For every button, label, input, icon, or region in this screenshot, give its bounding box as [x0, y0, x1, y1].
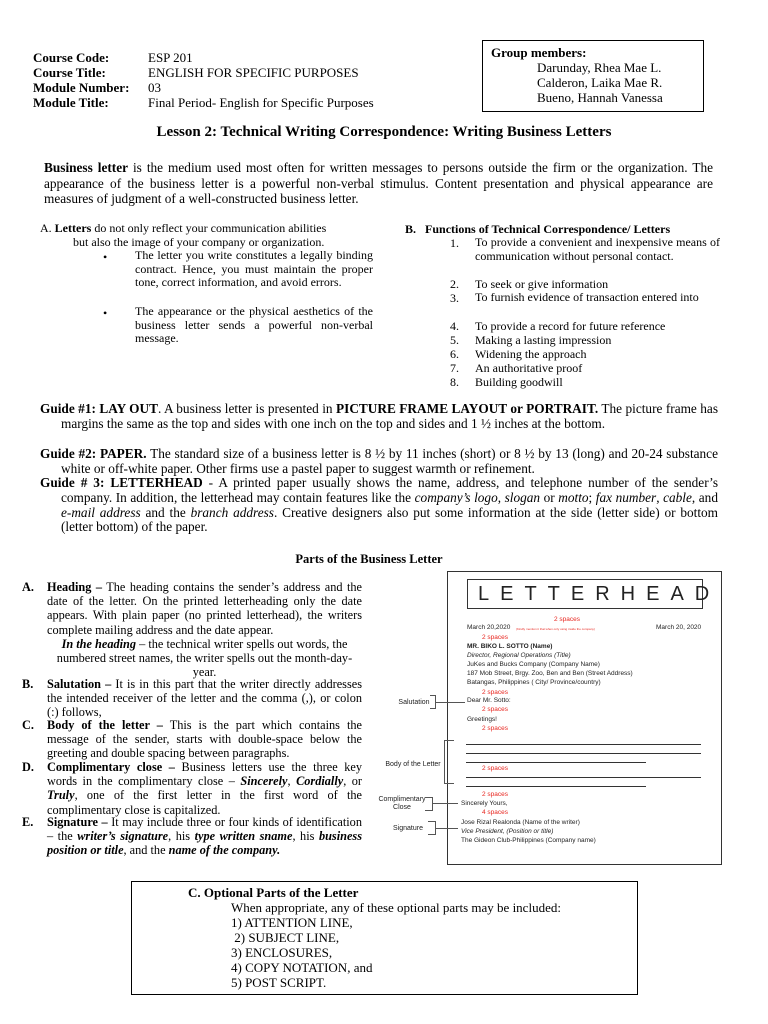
list-item: Making a lasting impression: [475, 333, 612, 347]
list-number: 5.: [450, 333, 459, 347]
list-item: To furnish evidence of transaction entered into: [475, 290, 699, 304]
part-d-close: Complimentary close – Business letters use the three key words in the complimentary close – Sincerely, Cordially, or Truly, one of the first letter in the first word of the complimentary close is capitalized.: [47, 760, 362, 817]
part-d-label: D.: [22, 760, 34, 774]
body-line: [466, 762, 646, 763]
course-code-label: Course Code:: [33, 50, 110, 65]
section-a-bullet: The appearance or the physical aesthetics of the business letter sends a powerful non-verbal message.: [135, 304, 373, 345]
list-item: Building goodwill: [475, 375, 563, 389]
spacing-note: 2 spaces: [482, 634, 509, 641]
salutation-sample: Dear Mr. Sotto:: [467, 697, 511, 704]
optional-item: 5) POST SCRIPT.: [231, 975, 327, 990]
section-b-title-text: Functions of Technical Correspondence/ Letters: [425, 222, 671, 236]
bullet-icon: •: [103, 250, 108, 264]
signature-title: Vice President, (Position or title): [461, 828, 554, 835]
list-number: 7.: [450, 361, 459, 375]
body-line: [466, 753, 701, 754]
signature-connector: [436, 828, 458, 829]
spacing-note: 4 spaces: [482, 809, 509, 816]
part-e-signature: Signature – It may include three or four kinds of identification – the writer’s signature, his type written sname, his business position or title, and the name of the company.: [47, 815, 362, 858]
date-note: (Kindly mention it that when only using inside the company): [516, 627, 595, 631]
optional-intro: When appropriate, any of these optional parts may be included:: [231, 900, 561, 915]
module-title: Final Period- English for Specific Purposes: [148, 95, 374, 110]
label-signature: Signature: [393, 825, 423, 832]
label-close-2: Close: [393, 804, 411, 811]
spacing-note: 2 spaces: [482, 765, 509, 772]
course-title-label: Course Title:: [33, 65, 106, 80]
spacing-note: 2 spaces: [482, 706, 509, 713]
label-body: Body of the Letter: [385, 761, 441, 768]
spacing-note: 2 spaces: [554, 616, 581, 623]
group-members-title: Group members:: [491, 45, 587, 60]
section-a-bullet: The letter you write constitutes a legally binding contract. Hence, you must maintain the proper tone, correct information, and avoid errors.: [135, 248, 373, 289]
part-a-heading: Heading – The heading contains the sender’s address and the date of the letter. On the printed letterheading only the date appears. With plain paper (no printed letterhead), the writers complete mailing address and the date appear.: [47, 580, 362, 637]
date-right: March 20, 2020: [656, 624, 702, 631]
list-number: 3.: [450, 291, 459, 305]
module-number: 03: [148, 80, 161, 95]
close-sample: Sincerely Yours,: [461, 800, 508, 807]
course-code: ESP 201: [148, 50, 193, 65]
list-item: To provide a record for future reference: [475, 319, 666, 333]
body-bracket: [444, 740, 454, 784]
guide-1-text-2: The picture frame has margins the same as the top and sides with one inch on the top and sides and 1 ½ inches at the bottom.: [61, 401, 719, 431]
lesson-title: Lesson 2: Technical Writing Correspondence: Writing Business Letters: [156, 124, 612, 140]
part-e-label: E.: [22, 815, 34, 829]
sample-letter-diagram: [447, 571, 722, 865]
guide-1: [40, 402, 718, 432]
spacing-note: 2 spaces: [482, 791, 509, 798]
part-a-label: A.: [22, 580, 34, 594]
optional-item: 1) ATTENTION LINE,: [231, 915, 353, 930]
part-a-sub: In the heading – the technical writer spells out words, the numbered street names, the writer spells out the month-day-year.: [56, 637, 353, 680]
guide-1-label: Guide #1: LAY OUT: [40, 401, 158, 416]
list-item: To seek or give information: [475, 277, 609, 291]
group-member: Darunday, Rhea Mae L.: [537, 60, 662, 75]
inside-title: Director, Regional Operations (Title): [467, 652, 571, 659]
guide-3: Guide # 3: LETTERHEAD - A printed paper usually shows the name, address, and telephone number of the sender’s company. In addition, the letterhead may contain features like the company’s logo, slogan or motto; fax number, cable, and e-mail address and the branch address. Creative designers also put some information at the side (letter side) or bottom (letter bottom) of the paper.: [40, 475, 719, 535]
optional-item: 2) SUBJECT LINE,: [231, 930, 340, 945]
guide-2: [40, 447, 718, 477]
body-line: [466, 786, 646, 787]
list-item: An authoritative proof: [475, 361, 583, 375]
module-title-label: Module Title:: [33, 95, 109, 110]
part-b-salutation: Salutation – It is in this part that the writer directly addresses the intended receiver of the letter and the comma (,), or colon (:) follows,: [47, 677, 362, 720]
optional-parts-box: [131, 881, 638, 995]
part-c-label: C.: [22, 718, 34, 732]
guide-1-emphasis: PICTURE FRAME LAYOUT or PORTRAIT.: [336, 401, 599, 416]
section-a-term: Letters: [54, 221, 92, 235]
optional-item: 3) ENCLOSURES,: [231, 945, 333, 960]
section-a-intro: [40, 222, 376, 236]
spacing-note: 2 spaces: [482, 689, 509, 696]
inside-name: MR. BIKO L. SOTTO (Name): [467, 643, 553, 650]
label-salutation: Salutation: [398, 699, 430, 706]
intro-paragraph: [44, 160, 713, 207]
body-line: [466, 777, 701, 778]
list-number: 2.: [450, 277, 459, 291]
part-c-body: Body of the letter – This is the part which contains the message of the sender, starts with double-space below the greeting and double spacing between paragraphs.: [47, 718, 362, 761]
spacing-note: 2 spaces: [482, 725, 509, 732]
close-connector: [433, 803, 458, 804]
group-member: Calderon, Laika Mae R.: [537, 75, 663, 90]
list-item: Widening the approach: [475, 347, 587, 361]
intro-text: is the medium used most often for written messages to persons outside the firm or the organization. The appearance of the business letter is a powerful non-verbal stimulus. Content presentation and physical appearance are measures of judgment of a well-constructed business letter.: [44, 160, 714, 206]
section-a-prefix: A.: [40, 221, 52, 235]
letterhead-title: LETTERHEAD: [467, 579, 703, 609]
section-a-intro-2: but also the image of your company or organization.: [73, 235, 325, 249]
salutation-connector: [436, 702, 465, 703]
guide-3-label: Guide # 3: LETTERHEAD: [40, 475, 203, 490]
list-number: 1.: [450, 236, 459, 250]
part-b-label: B.: [22, 677, 34, 691]
list-item: To provide a convenient and inexpensive means of communication without personal contact.: [475, 235, 720, 263]
list-number: 8.: [450, 375, 459, 389]
signature-bracket: [428, 821, 436, 835]
bullet-icon: •: [103, 306, 108, 320]
signature-name: Jose Rizal Realonda (Name of the writer): [461, 819, 580, 826]
inside-city: Batangas, Philippines ( City/ Province/country): [467, 679, 601, 686]
label-close-1: Complimentary: [378, 796, 426, 803]
inside-street: 187 Mob Street, Brgy. Zoo, Ben and Ben (Street Address): [467, 670, 633, 677]
list-number: 4.: [450, 319, 459, 333]
course-title: ENGLISH FOR SPECIFIC PURPOSES: [148, 65, 359, 80]
section-a-text: do not only reflect your communication abilities: [91, 221, 327, 235]
body-line: [466, 744, 701, 745]
inside-company: JuKes and Bucks Company (Company Name): [467, 661, 600, 668]
section-b-prefix: B.: [405, 222, 417, 236]
greetings-sample: Greetings!: [467, 716, 497, 723]
optional-title: C. Optional Parts of the Letter: [188, 885, 359, 900]
parts-title: Parts of the Business Letter: [295, 552, 443, 566]
group-member: Bueno, Hannah Vanessa: [537, 90, 663, 105]
intro-term: Business letter: [44, 160, 129, 175]
guide-1-text: . A business letter is presented in: [157, 401, 337, 416]
guide-2-label: Guide #2: PAPER.: [40, 446, 147, 461]
close-bracket: [425, 797, 433, 811]
list-number: 6.: [450, 347, 459, 361]
date-left: March 20,2020: [467, 624, 511, 631]
guide-2-text: The standard size of a business letter is 8 ½ by 11 inches (short) or 8 ½ by 13 (long) and 20-24 substance white or off-white paper. Other firms use a pastel paper to suggest warmth or refinement.: [61, 446, 718, 476]
group-members-box: [482, 40, 704, 112]
optional-item: 4) COPY NOTATION, and: [231, 960, 373, 975]
module-number-label: Module Number:: [33, 80, 130, 95]
signature-company: The Gideon Club-Philippines (Company name): [461, 837, 596, 844]
